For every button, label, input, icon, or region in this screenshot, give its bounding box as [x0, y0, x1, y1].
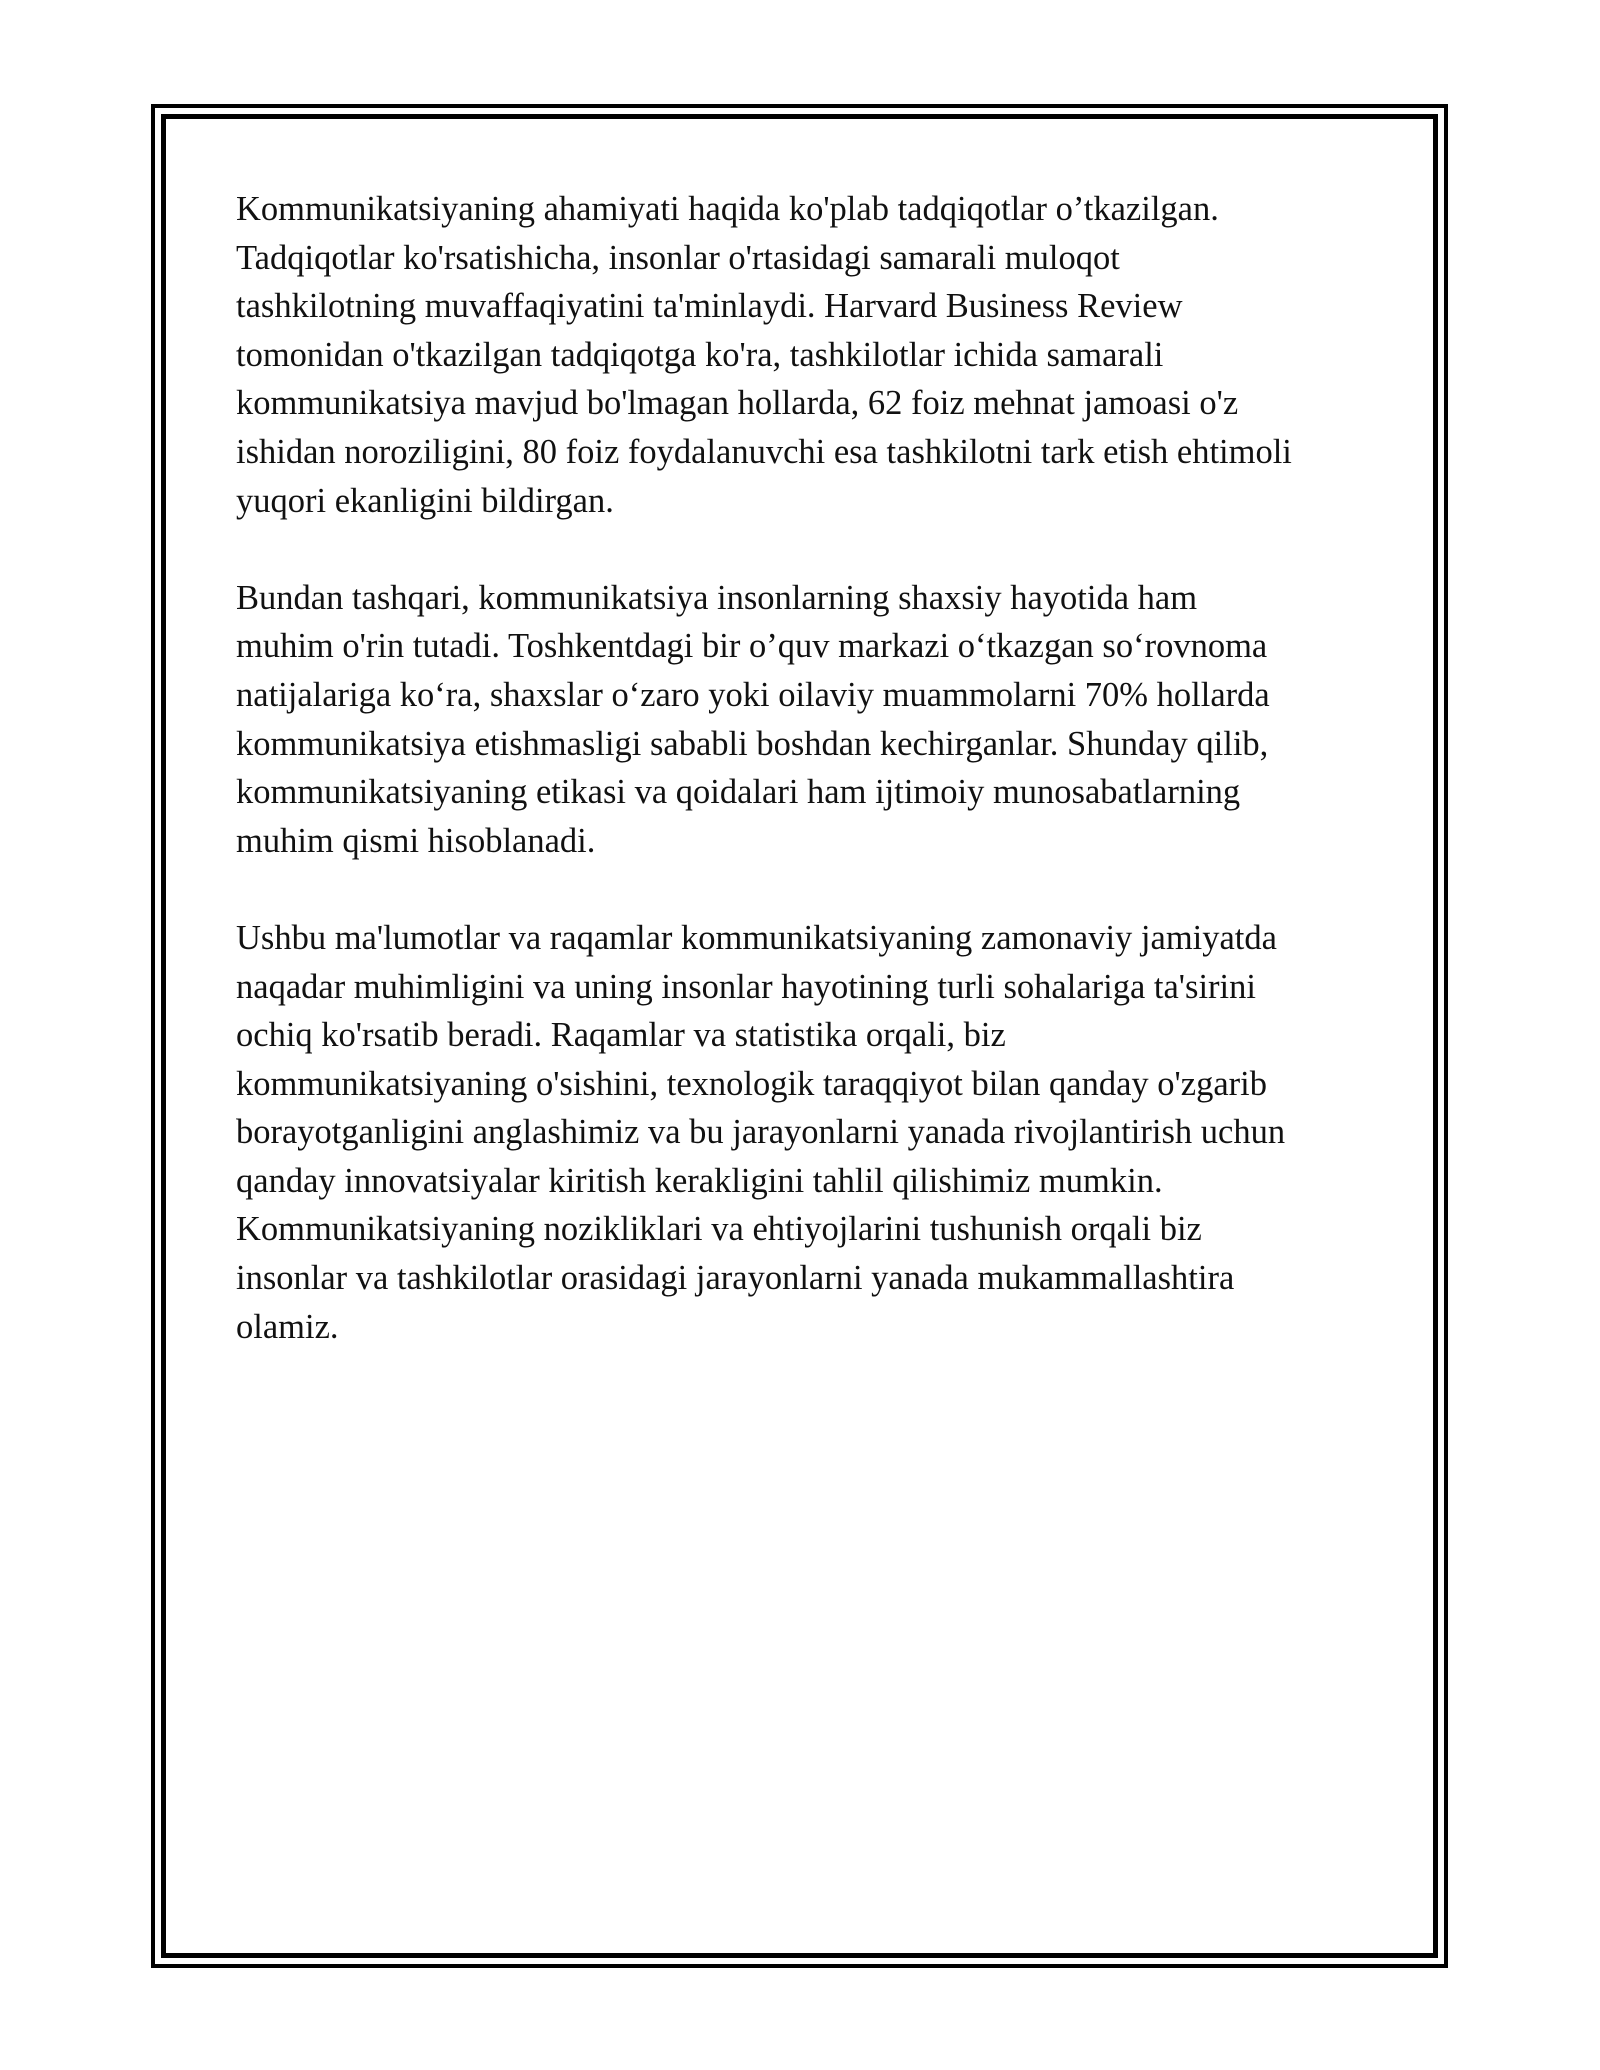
text-line: Ushbu ma'lumotlar va raqamlar kommunikatsiyaning zamonaviy jamiyatda — [236, 918, 1277, 957]
text-line: muhim o'rin tutadi. Toshkentdagi bir o’quv markazi o‘tkazgan so‘rovnoma — [236, 627, 1268, 666]
text-line: ochiq ko'rsatib beradi. Raqamlar va statistika orqali, biz — [236, 1016, 1006, 1055]
paragraph-1 — [236, 185, 1396, 525]
text-line: naqadar muhimligini va uning insonlar hayotining turli sohalariga ta'sirini — [236, 967, 1256, 1006]
text-line: Kommunikatsiyaning nozikliklari va ehtiyojlarini tushunish orqali biz — [236, 1210, 1202, 1249]
text-line: tomonidan o'tkazilgan tadqiqotga ko'ra, tashkilotlar ichida samarali — [236, 335, 1164, 374]
text-line: Kommunikatsiyaning ahamiyati haqida ko'plab tadqiqotlar o’tkazilgan. — [236, 190, 1219, 228]
text-line: natijalariga ko‘ra, shaxslar o‘zaro yoki oilaviy muammolarni 70% hollarda — [236, 675, 1270, 714]
text-line: tashkilotning muvaffaqiyatini ta'minlaydi. Harvard Business Review — [236, 287, 1183, 326]
paragraph-2 — [236, 574, 1396, 866]
text-line: Tadqiqotlar ko'rsatishicha, insonlar o'rtasidagi samarali muloqot — [236, 238, 1120, 277]
paragraph-3 — [236, 914, 1396, 1351]
text-line: kommunikatsiyaning etikasi va qoidalari ham ijtimoiy munosabatlarning — [236, 773, 1241, 812]
text-line: kommunikatsiyaning o'sishini, texnologik taraqqiyot bilan qanday o'zgarib — [236, 1064, 1267, 1103]
text-line: kommunikatsiya mavjud bo'lmagan hollarda, 62 foiz mehnat jamoasi o'z — [236, 384, 1239, 423]
text-line: yuqori ekanligini bildirgan. — [236, 481, 614, 520]
text-line: olamiz. — [236, 1307, 339, 1346]
text-line: kommunikatsiya etishmasligi sababli boshdan kechirganlar. Shunday qilib, — [236, 724, 1269, 763]
text-line: Bundan tashqari, kommunikatsiya insonlarning shaxsiy hayotida ham — [236, 578, 1198, 617]
text-line: qanday innovatsiyalar kiritish kerakligini tahlil qilishimiz mumkin. — [236, 1161, 1163, 1200]
text-line: insonlar va tashkilotlar orasidagi jarayonlarni yanada mukammallashtira — [236, 1259, 1235, 1298]
text-line: muhim qismi hisoblanadi. — [236, 821, 596, 860]
document-body — [236, 185, 1396, 1400]
text-line: borayotganligini anglashimiz va bu jarayonlarni yanada rivojlantirish uchun — [236, 1113, 1286, 1152]
text-line: ishidan noroziligini, 80 foiz foydalanuvchi esa tashkilotni tark etish ehtimoli — [236, 432, 1292, 471]
